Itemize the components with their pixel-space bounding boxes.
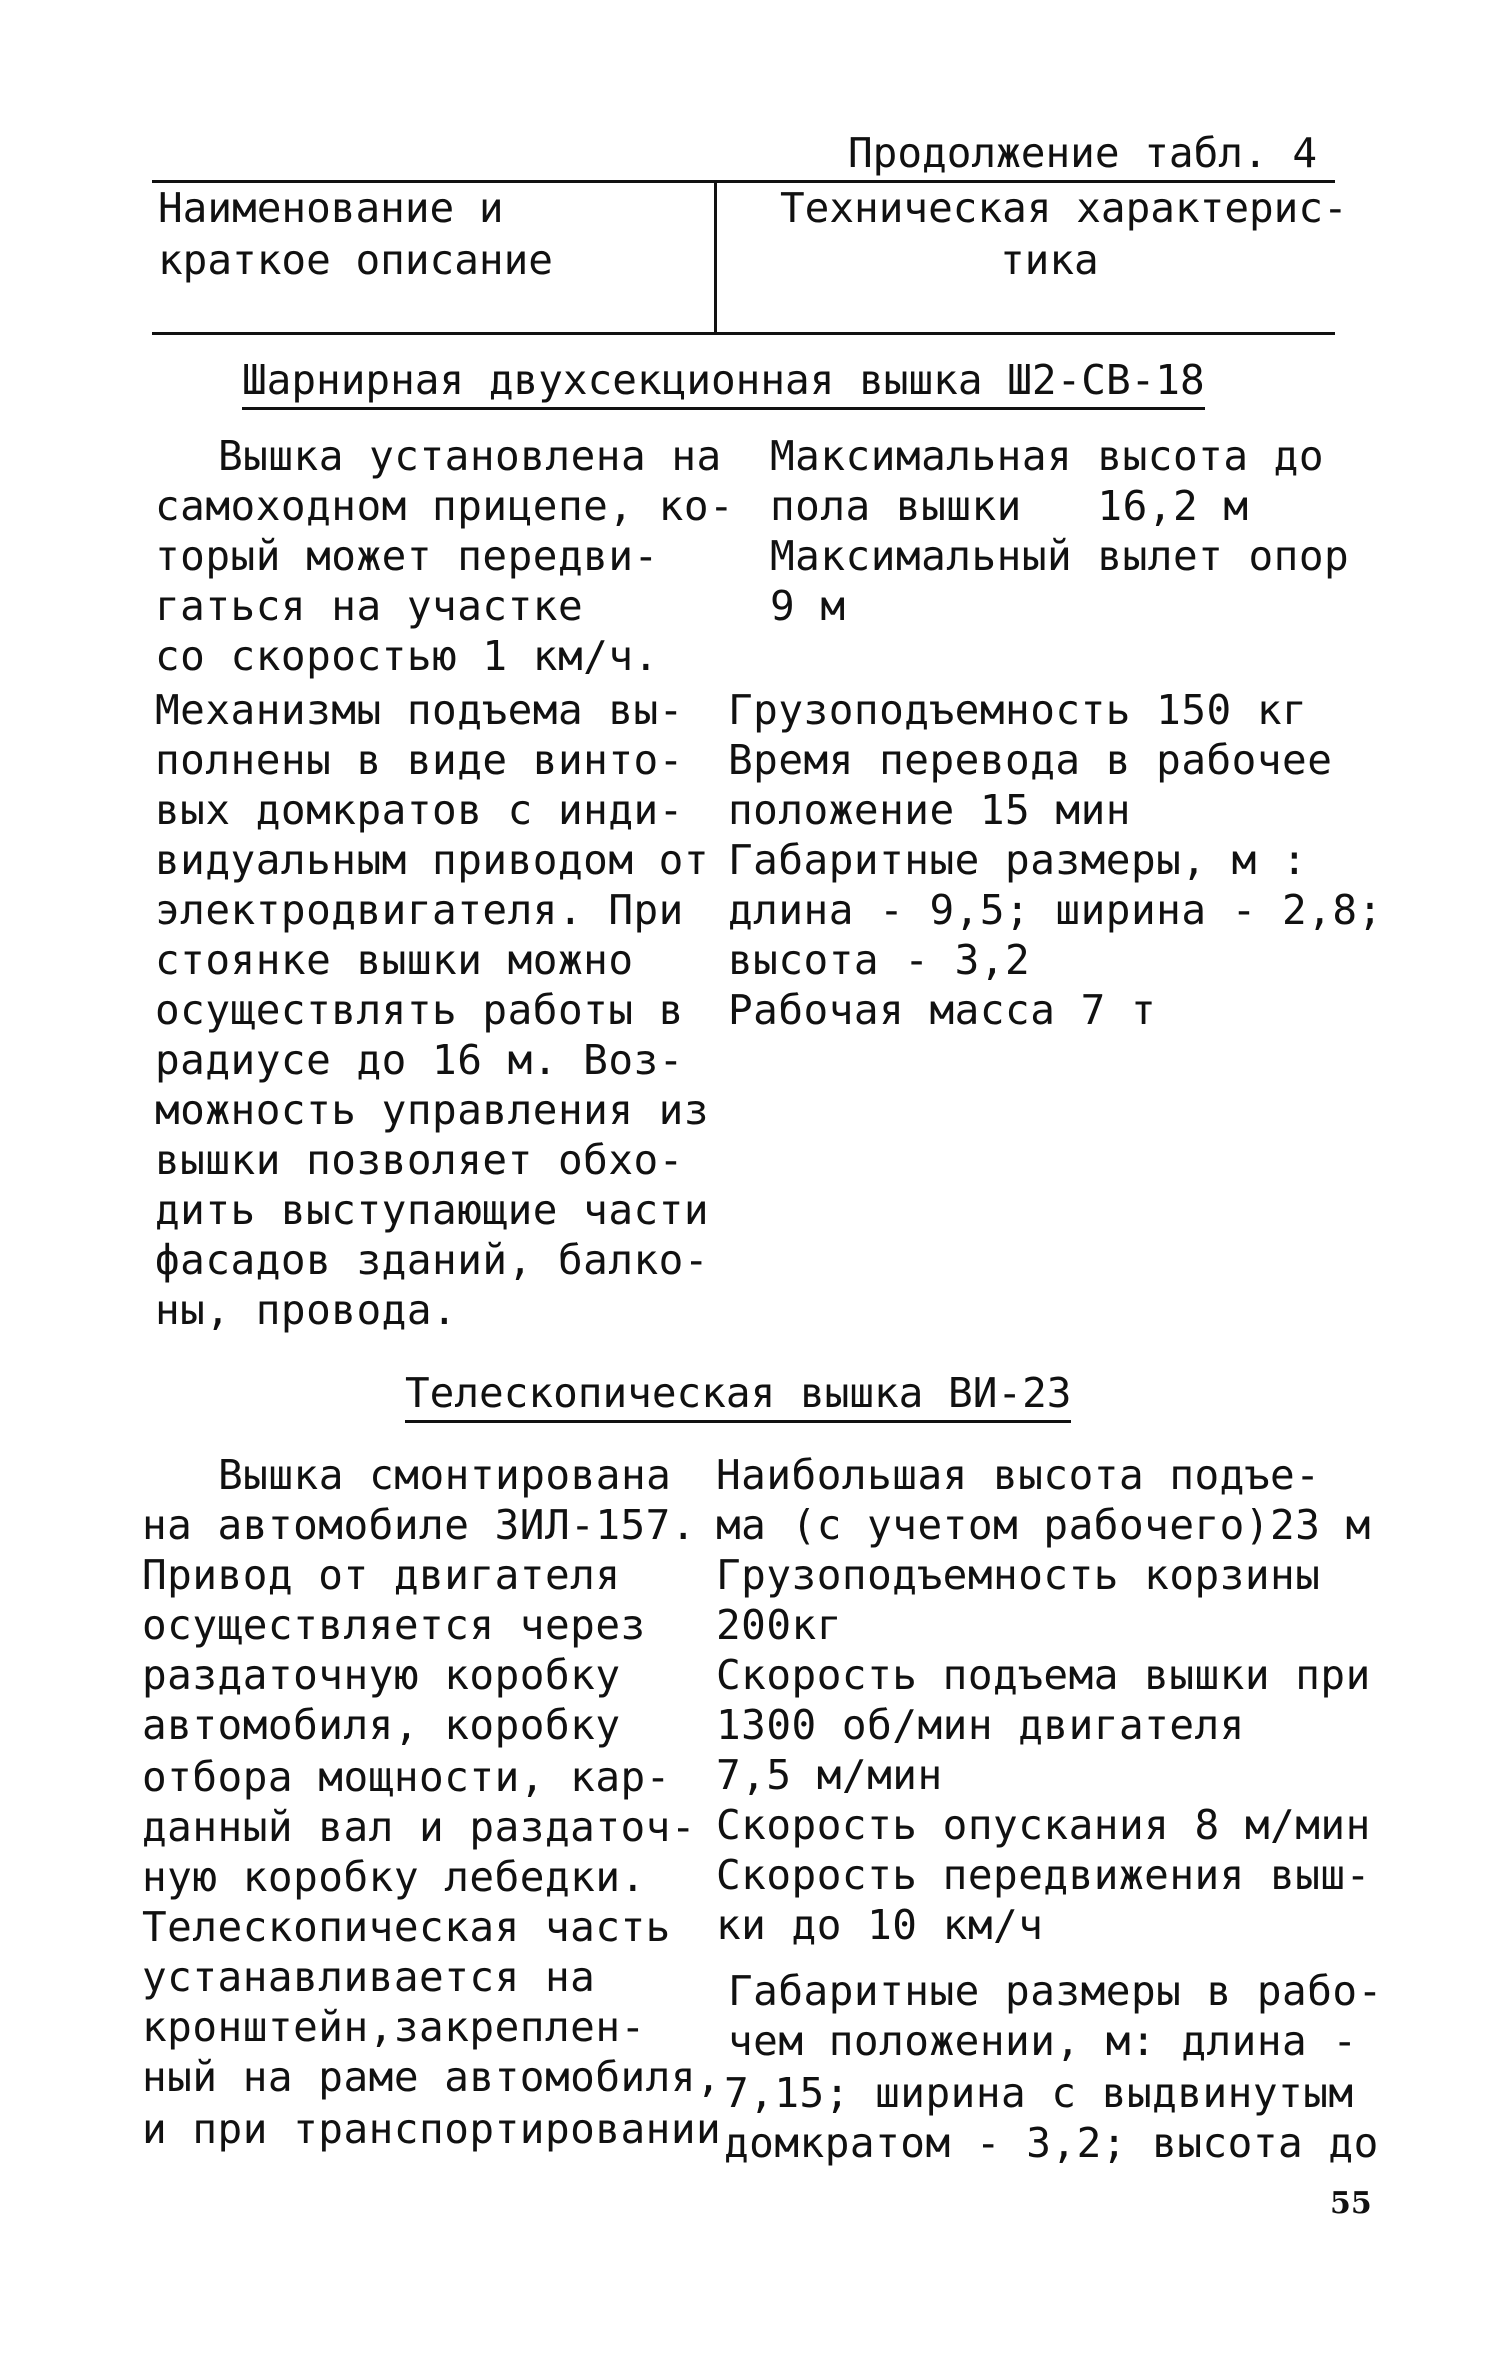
s1-right2-line: Рабочая масса 7 т bbox=[728, 986, 1157, 1034]
s2-right1-line: 200кг bbox=[716, 1601, 842, 1649]
s2-left-line: автомобиля, коробку bbox=[142, 1701, 621, 1749]
section-1-title: Шарнирная двухсекционная вышка Ш2-СВ-18 bbox=[242, 355, 1205, 410]
s2-left-line: Телескопическая часть bbox=[142, 1903, 671, 1951]
table-continuation-label: Продолжение табл. 4 bbox=[848, 129, 1317, 177]
s1-left1-line: торый может передви- bbox=[155, 532, 659, 580]
s2-right2-line: Габаритные размеры в рабо- bbox=[728, 1967, 1383, 2015]
s1-left2-line: радиусе до 16 м. Воз- bbox=[155, 1036, 684, 1084]
s2-right1-line: Наибольшая высота подъе- bbox=[716, 1451, 1321, 1499]
header-col2-line1: Техническая характерис- bbox=[780, 184, 1348, 232]
s1-right2-line: длина - 9,5; ширина - 2,8; bbox=[728, 886, 1383, 934]
s1-left1-line: Вышка установлена на bbox=[218, 432, 722, 480]
s2-right2-line: чем положении, м: длина - bbox=[728, 2017, 1358, 2065]
page-number: 55 bbox=[1330, 2186, 1372, 2221]
s1-left2-line: полнены в виде винто- bbox=[155, 736, 684, 784]
s1-left1-line: самоходном прицепе, ко- bbox=[155, 482, 735, 530]
s2-left-line: ный на раме автомобиля, bbox=[142, 2053, 722, 2101]
s2-left-line: раздаточную коробку bbox=[142, 1651, 621, 1699]
s1-right2-line: высота - 3,2 bbox=[728, 936, 1031, 984]
s1-right1-line: Максимальная высота до bbox=[770, 432, 1325, 480]
s1-left2-line: Механизмы подъема вы- bbox=[155, 686, 684, 734]
s2-left-line: осуществляется через bbox=[142, 1601, 646, 1649]
s1-left2-line: осуществлять работы в bbox=[155, 986, 684, 1034]
s1-left2-line: видуальным приводом от bbox=[155, 836, 710, 884]
s2-left-line: отбора мощности, кар- bbox=[142, 1753, 671, 1801]
s2-right2-line: 7,15; ширина с выдвинутым bbox=[724, 2069, 1354, 2117]
s1-left2-line: вышки позволяет обхо- bbox=[155, 1136, 684, 1184]
s2-right1-line: Скорость передвижения выш- bbox=[716, 1851, 1371, 1899]
s1-right2-line: Габаритные размеры, м : bbox=[728, 836, 1308, 884]
s2-right1-line: Скорость опускания 8 м/мин bbox=[716, 1801, 1371, 1849]
s1-left2-line: ны, провода. bbox=[155, 1286, 458, 1334]
s1-left2-line: можность управления из bbox=[155, 1086, 710, 1134]
s2-left-line: данный вал и раздаточ- bbox=[142, 1803, 697, 1851]
s2-left-line: ную коробку лебедки. bbox=[142, 1853, 646, 1901]
s2-right1-line: Скорость подъема вышки при bbox=[716, 1651, 1371, 1699]
s2-right1-line: ма (с учетом рабочего)23 м bbox=[716, 1501, 1371, 1549]
s1-left1-line: со скоростью 1 км/ч. bbox=[155, 632, 659, 680]
header-col1-line2: краткое описание bbox=[158, 236, 553, 284]
s1-left2-line: дить выступающие части bbox=[155, 1186, 710, 1234]
s2-left-line: на автомобиле ЗИЛ-157. bbox=[142, 1501, 697, 1549]
table-column-divider bbox=[714, 180, 717, 335]
s1-left2-line: фасадов зданий, балко- bbox=[155, 1236, 710, 1284]
s1-left2-line: стоянке вышки можно bbox=[155, 936, 634, 984]
s1-left1-line: гаться на участке bbox=[155, 582, 584, 630]
section-2-title: Телескопическая вышка ВИ-23 bbox=[405, 1368, 1071, 1423]
s2-right1-line: 7,5 м/мин bbox=[716, 1751, 943, 1799]
s1-left2-line: вых домкратов с инди- bbox=[155, 786, 684, 834]
s2-right1-line: 1300 об/мин двигателя bbox=[716, 1701, 1245, 1749]
s2-left-line: устанавливается на bbox=[142, 1953, 596, 2001]
s1-left2-line: электродвигателя. При bbox=[155, 886, 684, 934]
header-col1-line1: Наименование и bbox=[158, 184, 504, 232]
s2-left-line: и при транспортировании bbox=[142, 2105, 722, 2153]
s1-right1-line: пола вышки 16,2 м bbox=[770, 482, 1249, 530]
table-header-bottom-rule bbox=[152, 332, 1335, 335]
s1-right2-line: Время перевода в рабочее bbox=[728, 736, 1333, 784]
header-col2-line2: тика bbox=[1000, 236, 1099, 284]
s1-right1-line: 9 м bbox=[770, 582, 846, 630]
s1-right2-line: положение 15 мин bbox=[728, 786, 1131, 834]
s2-left-line: кронштейн,закреплен- bbox=[142, 2003, 646, 2051]
s2-right1-line: Грузоподъемность корзины bbox=[716, 1551, 1321, 1599]
s1-right1-line: Максимальный вылет опор bbox=[770, 532, 1350, 580]
s2-left-line: Привод от двигателя bbox=[142, 1551, 621, 1599]
s2-right2-line: домкратом - 3,2; высота до bbox=[724, 2119, 1379, 2167]
s2-right1-line: ки до 10 км/ч bbox=[716, 1901, 1044, 1949]
s1-right2-line: Грузоподъемность 150 кг bbox=[728, 686, 1308, 734]
s2-left-line: Вышка смонтирована bbox=[218, 1451, 672, 1499]
